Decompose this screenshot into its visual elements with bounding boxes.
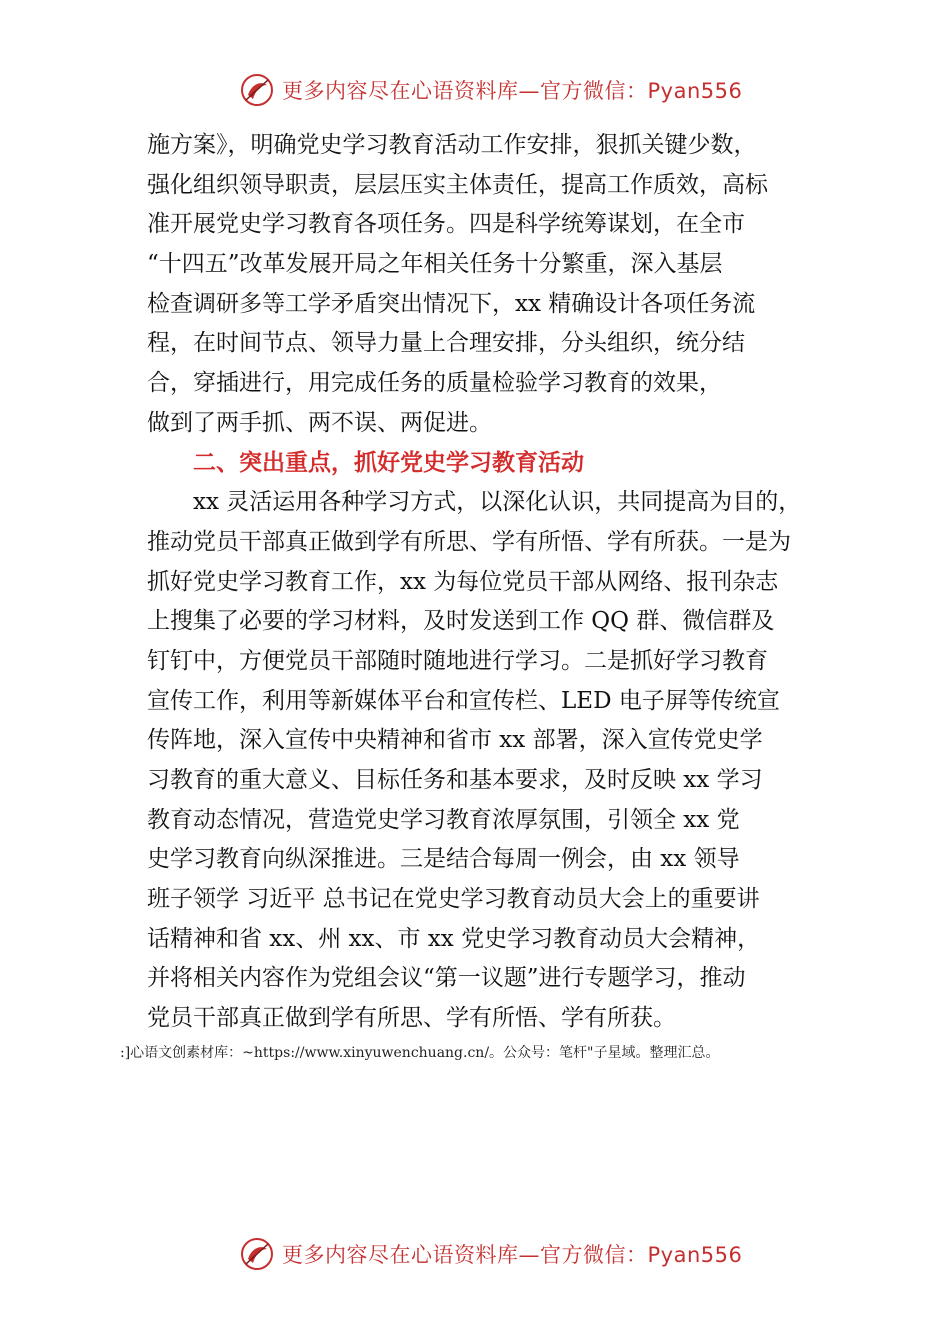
source-note: :]心语文创素材库：~https://www.xinyuwenchuang.cn/。公众号：笔杆"子星域。整理汇总。	[120, 1045, 720, 1061]
text-line: 史学习教育向纵深推进。三是结合每周一例会，由 xx 领导	[147, 846, 740, 873]
text-line: 上搜集了必要的学习材料，及时发送到工作 QQ 群、微信群及	[147, 608, 775, 635]
text-line: 程，在时间节点、领导力量上合理安排，分头组织，统分结	[147, 330, 745, 357]
text-line: 教育动态情况，营造党史学习教育浓厚氛围，引领全 xx 党	[147, 806, 740, 833]
logo-icon	[240, 73, 274, 107]
text-line: 准开展党史学习教育各项任务。四是科学统筹谋划，在全市	[147, 211, 745, 238]
text-line: 施方案》，明确党史学习教育活动工作安排，狠抓关键少数，	[147, 132, 757, 158]
text-line: 话精神和省 xx、州 xx、市 xx 党史学习教育动员大会精神，	[147, 925, 761, 952]
text-line: 班子领学 习近平 总书记在党史学习教育动员大会上的重要讲	[147, 886, 760, 913]
text-line: 并将相关内容作为党组会议“第一议题”进行专题学习，推动	[147, 965, 746, 992]
text-line: 习教育的重大意义、目标任务和基本要求，及时反映 xx 学习	[147, 767, 763, 793]
banner-text: 更多内容尽在心语资料库—官方微信：Pyan556	[282, 1243, 743, 1267]
text-line: 强化组织领导职责，层层压实主体责任，提高工作质效，高标	[147, 171, 768, 198]
text-line: 检查调研多等工学矛盾突出情况下，xx 精确设计各项任务流	[147, 290, 756, 317]
text-line: xx 灵活运用各种学习方式，以深化认识，共同提高为目的，	[193, 489, 802, 516]
banner-text: 更多内容尽在心语资料库—官方微信：Pyan556	[282, 79, 743, 103]
top-banner	[0, 70, 950, 110]
text-line: 合，穿插进行，用完成任务的质量检验学习教育的效果，	[147, 370, 722, 397]
paragraph-2	[147, 483, 837, 1039]
bottom-banner	[0, 1234, 950, 1274]
text-line: 传阵地，深入宣传中央精神和省市 xx 部署，深入宣传党史学	[147, 727, 763, 754]
text-line: 宣传工作，利用等新媒体平台和宣传栏、LED 电子屏等传统宣	[147, 687, 780, 714]
text-line: 抓好党史学习教育工作，xx 为每位党员干部从网络、报刊杂志	[147, 568, 779, 595]
text-line: 钉钉中，方便党员干部随时随地进行学习。二是抓好学习教育	[147, 647, 768, 674]
text-line: “十四五”改革发展开局之年相关任务十分繁重，深入基层	[147, 251, 723, 278]
document-body	[147, 126, 837, 1039]
paragraph-1	[147, 126, 837, 444]
section-heading: 二、突出重点，抓好党史学习教育活动	[193, 449, 584, 476]
logo-icon	[240, 1237, 274, 1271]
text-line: 推动党员干部真正做到学有所思、学有所悟、学有所获。一是为	[147, 528, 791, 555]
text-line: 党员干部真正做到学有所思、学有所悟、学有所获。	[147, 1005, 676, 1032]
text-line: 做到了两手抓、两不误、两促进。	[147, 409, 492, 436]
